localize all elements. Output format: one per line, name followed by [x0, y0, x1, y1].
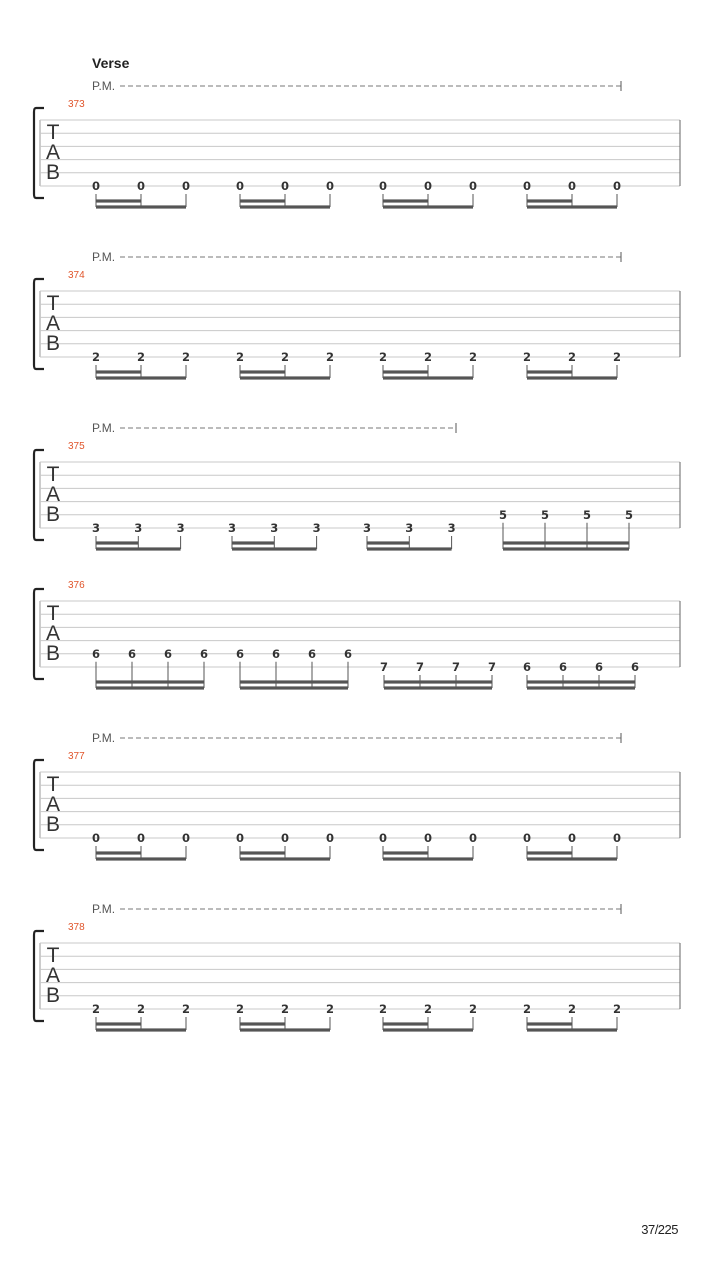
beam-secondary: [96, 199, 141, 202]
beam: [527, 857, 617, 860]
fret-number: 0: [522, 831, 532, 845]
beam-secondary: [527, 199, 572, 202]
palm-mute-label: P.M.: [92, 421, 116, 435]
fret-number: 0: [136, 179, 146, 193]
beam-secondary: [527, 680, 635, 683]
tab-letter: A: [45, 964, 61, 987]
beam: [527, 1028, 617, 1031]
beam: [240, 857, 330, 860]
beam-secondary: [240, 199, 285, 202]
fret-number: 6: [307, 646, 317, 661]
fret-number: 6: [630, 660, 640, 674]
tab-letter: A: [45, 141, 61, 164]
tab-letter: A: [45, 483, 61, 506]
fret-number: 2: [235, 350, 245, 364]
fret-number: 0: [181, 179, 191, 193]
fret-number: 2: [181, 1002, 191, 1016]
staff-bracket: [34, 589, 44, 679]
beam-secondary: [503, 541, 629, 544]
fret-number: 2: [91, 1002, 101, 1016]
fret-number: 6: [199, 646, 209, 661]
tab-system: [34, 250, 680, 380]
beam: [383, 1028, 473, 1031]
fret-number: 6: [594, 660, 604, 674]
fret-number: 0: [235, 179, 245, 193]
tab-letter: T: [46, 292, 60, 315]
beam: [527, 376, 617, 379]
fret-number: 2: [567, 1002, 577, 1016]
beam-secondary: [367, 541, 409, 544]
fret-number: 3: [134, 521, 143, 535]
beam-secondary: [240, 1022, 285, 1025]
fret-number: 0: [235, 831, 245, 845]
fret-number: 0: [468, 831, 478, 845]
palm-mute-label: P.M.: [92, 79, 116, 93]
fret-number: 2: [522, 350, 532, 364]
fret-number: 3: [362, 521, 372, 535]
tab-system: [34, 421, 680, 551]
tab-letter: B: [45, 813, 61, 836]
beam: [384, 686, 492, 689]
staff-bracket: [34, 450, 44, 540]
tab-letter: T: [46, 463, 60, 486]
staff-bracket: [34, 760, 44, 850]
beam: [96, 376, 186, 379]
fret-number: 6: [522, 660, 532, 674]
fret-number: 6: [163, 646, 173, 661]
beam: [232, 547, 317, 550]
tab-letter: T: [46, 121, 60, 144]
fret-number: 7: [379, 660, 389, 674]
palm-mute-label: P.M.: [92, 731, 116, 745]
fret-number: 3: [270, 521, 279, 535]
tab-letter: A: [45, 622, 61, 645]
fret-number: 3: [312, 521, 321, 535]
fret-number: 2: [378, 350, 388, 364]
fret-number: 0: [280, 179, 290, 193]
section-label: Verse: [92, 55, 130, 71]
fret-number: 2: [280, 350, 290, 364]
beam-secondary: [96, 851, 141, 854]
fret-number: 2: [612, 350, 622, 364]
fret-number: 2: [325, 1002, 335, 1016]
tab-system: [34, 580, 680, 690]
fret-number: 5: [540, 507, 550, 522]
fret-number: 0: [91, 179, 101, 193]
fret-number: 2: [378, 1002, 388, 1016]
fret-number: 0: [468, 179, 478, 193]
tab-letter: B: [45, 984, 61, 1007]
tab-system: [34, 902, 680, 1032]
bar-number: 378: [68, 922, 85, 933]
beam-secondary: [527, 370, 572, 373]
beam: [240, 205, 330, 208]
fret-number: 3: [447, 521, 456, 535]
fret-number: 2: [522, 1002, 532, 1016]
beam: [527, 205, 617, 208]
beam: [503, 547, 629, 550]
fret-number: 0: [567, 179, 577, 193]
beam-secondary: [232, 541, 274, 544]
fret-number: 2: [280, 1002, 290, 1016]
fret-number: 0: [522, 179, 532, 193]
staff-bracket: [34, 108, 44, 198]
fret-number: 0: [91, 831, 101, 845]
fret-number: 2: [181, 350, 191, 364]
fret-number: 0: [423, 179, 433, 193]
beam-secondary: [240, 370, 285, 373]
fret-number: 6: [343, 646, 353, 661]
fret-number: 2: [567, 350, 577, 364]
fret-number: 7: [415, 660, 425, 674]
beam: [367, 547, 452, 550]
fret-number: 2: [91, 350, 101, 364]
fret-number: 2: [136, 1002, 146, 1016]
beam: [527, 686, 635, 689]
beam-secondary: [383, 370, 428, 373]
bar-number: 377: [68, 751, 85, 762]
fret-number: 2: [325, 350, 335, 364]
fret-number: 0: [378, 831, 388, 845]
bar-number: 373: [68, 99, 85, 110]
tab-letter: T: [46, 773, 60, 796]
beam-secondary: [240, 680, 348, 683]
beam-secondary: [96, 680, 204, 683]
fret-number: 2: [423, 1002, 433, 1016]
fret-number: 3: [91, 521, 101, 535]
tab-letter: A: [45, 312, 61, 335]
tab-letter: T: [46, 944, 60, 967]
beam-secondary: [527, 851, 572, 854]
fret-number: 6: [271, 646, 281, 661]
beam: [96, 205, 186, 208]
fret-number: 0: [280, 831, 290, 845]
fret-number: 5: [498, 507, 508, 522]
beam: [96, 547, 181, 550]
tab-letter: B: [45, 503, 61, 526]
fret-number: 2: [468, 1002, 478, 1016]
fret-number: 2: [423, 350, 433, 364]
fret-number: 6: [235, 646, 245, 661]
bar-number: 374: [68, 270, 85, 281]
fret-number: 0: [612, 831, 622, 845]
beam-secondary: [96, 1022, 141, 1025]
bar-number: 376: [68, 580, 85, 591]
tab-system: [34, 79, 680, 209]
page-number: 37/225: [641, 1222, 678, 1237]
tab-system: [34, 731, 680, 861]
tab-letter: B: [45, 332, 61, 355]
beam: [240, 1028, 330, 1031]
beam: [240, 376, 330, 379]
tab-letter: A: [45, 793, 61, 816]
palm-mute-label: P.M.: [92, 250, 116, 264]
fret-number: 6: [558, 660, 568, 674]
beam: [240, 686, 348, 689]
fret-number: 0: [136, 831, 146, 845]
beam: [96, 1028, 186, 1031]
fret-number: 0: [325, 831, 335, 845]
beam-secondary: [240, 851, 285, 854]
beam: [383, 857, 473, 860]
fret-number: 0: [612, 179, 622, 193]
beam-secondary: [384, 680, 492, 683]
staff-bracket: [34, 279, 44, 369]
staff-bracket: [34, 931, 44, 1021]
beam: [383, 376, 473, 379]
fret-number: 3: [227, 521, 237, 535]
beam: [96, 686, 204, 689]
beam-secondary: [96, 370, 141, 373]
fret-number: 7: [487, 660, 497, 674]
palm-mute-label: P.M.: [92, 902, 116, 916]
fret-number: 3: [405, 521, 414, 535]
fret-number: 5: [624, 507, 634, 522]
fret-number: 2: [235, 1002, 245, 1016]
bar-number: 375: [68, 441, 85, 452]
beam-secondary: [527, 1022, 572, 1025]
beam: [96, 857, 186, 860]
beam: [383, 205, 473, 208]
fret-number: 0: [567, 831, 577, 845]
beam-secondary: [96, 541, 138, 544]
fret-number: 0: [325, 179, 335, 193]
fret-number: 2: [612, 1002, 622, 1016]
fret-number: 2: [136, 350, 146, 364]
fret-number: 7: [451, 660, 461, 674]
fret-number: 0: [378, 179, 388, 193]
fret-number: 0: [423, 831, 433, 845]
fret-number: 3: [176, 521, 185, 535]
tab-letter: B: [45, 642, 61, 665]
beam-secondary: [383, 1022, 428, 1025]
fret-number: 6: [91, 646, 101, 661]
fret-number: 6: [127, 646, 137, 661]
fret-number: 0: [181, 831, 191, 845]
tab-letter: T: [46, 602, 60, 625]
beam-secondary: [383, 199, 428, 202]
fret-number: 2: [468, 350, 478, 364]
beam-secondary: [383, 851, 428, 854]
fret-number: 5: [582, 507, 592, 522]
tab-letter: B: [45, 161, 61, 184]
